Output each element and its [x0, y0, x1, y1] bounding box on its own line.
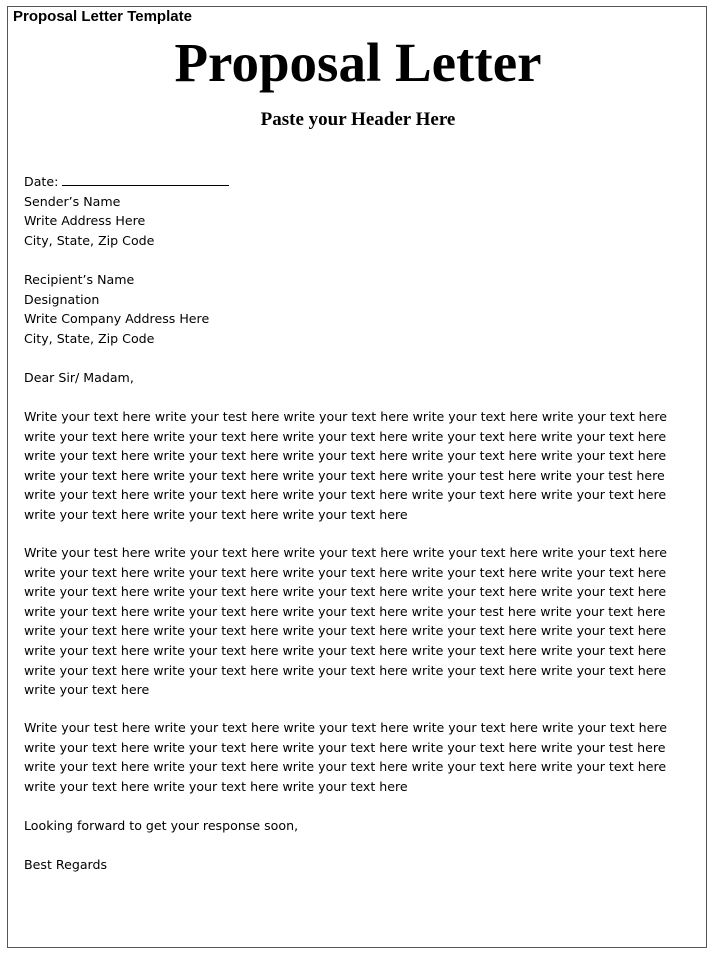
- paragraph-2: [24, 543, 696, 700]
- salutation: Dear Sir/ Madam,: [24, 370, 134, 385]
- paragraph-line: write your text here write your text here write your text here write your text here write your test here: [24, 739, 666, 755]
- paragraph-line: write your text here write your text here write your text here write your text here write your text here: [24, 487, 667, 503]
- recipient-name: Recipient’s Name: [24, 272, 135, 287]
- paragraph-line: write your text here write your text here write your text here: [24, 506, 408, 522]
- sender-name: Sender’s Name: [24, 193, 121, 209]
- paragraph-line: write your text here write your text here write your text here write your text here write your text here: [24, 428, 667, 444]
- paragraph-line: write your text here write your text here write your text here write your text here write your text here: [24, 623, 667, 639]
- letter-title: Proposal Letter: [174, 32, 542, 93]
- recipient-address: Write Company Address Here: [24, 311, 210, 327]
- sender-block: [24, 172, 696, 250]
- date-line: [24, 172, 696, 192]
- paragraph-1: [24, 407, 696, 525]
- recipient-city: City, State, Zip Code: [24, 330, 155, 346]
- paragraph-line: Write your text here write your test here write your text here write your text here write your text here: [24, 409, 668, 424]
- paragraph-line: write your text here write your text here write your text here write your text here write your text here: [24, 448, 667, 464]
- sender-address: Write Address Here: [24, 213, 146, 229]
- paragraph-line: Write your test here write your text here write your text here write your text here write your text here: [24, 720, 668, 735]
- paragraph-line: write your text here write your text here write your text here write your text here write your text here: [24, 584, 667, 600]
- paragraph-line: write your text here write your text here write your text here write your text here write your text here: [24, 662, 667, 678]
- paragraph-line: Write your test here write your text here write your text here write your text here write your text here: [24, 545, 668, 560]
- header-placeholder: Paste your Header Here: [260, 109, 456, 130]
- paragraph-line: write your text here write your text here write your text here: [24, 778, 408, 794]
- paragraph-line: write your text here write your text here write your text here write your text here write your text here: [24, 642, 667, 658]
- paragraph-3: [24, 718, 696, 796]
- date-blank: [62, 172, 229, 186]
- sender-city: City, State, Zip Code: [24, 232, 155, 248]
- paragraph-line: write your text here write your text here write your text here write your text here write your text here: [24, 759, 667, 775]
- recipient-block: [24, 270, 696, 348]
- paragraph-line: write your text here: [24, 682, 150, 698]
- recipient-designation: Designation: [24, 291, 100, 307]
- date-label: Date:: [24, 174, 59, 189]
- signoff: Best Regards: [24, 857, 108, 872]
- paragraph-line: write your text here write your text here write your text here write your test here write your test here: [24, 467, 665, 483]
- closing-line: Looking forward to get your response soon,: [24, 818, 299, 833]
- template-label: Proposal Letter Template: [13, 8, 192, 25]
- paragraph-line: write your text here write your text here write your text here write your text here write your text here: [24, 564, 667, 580]
- paragraph-line: write your text here write your text here write your text here write your test here write your text here: [24, 603, 666, 619]
